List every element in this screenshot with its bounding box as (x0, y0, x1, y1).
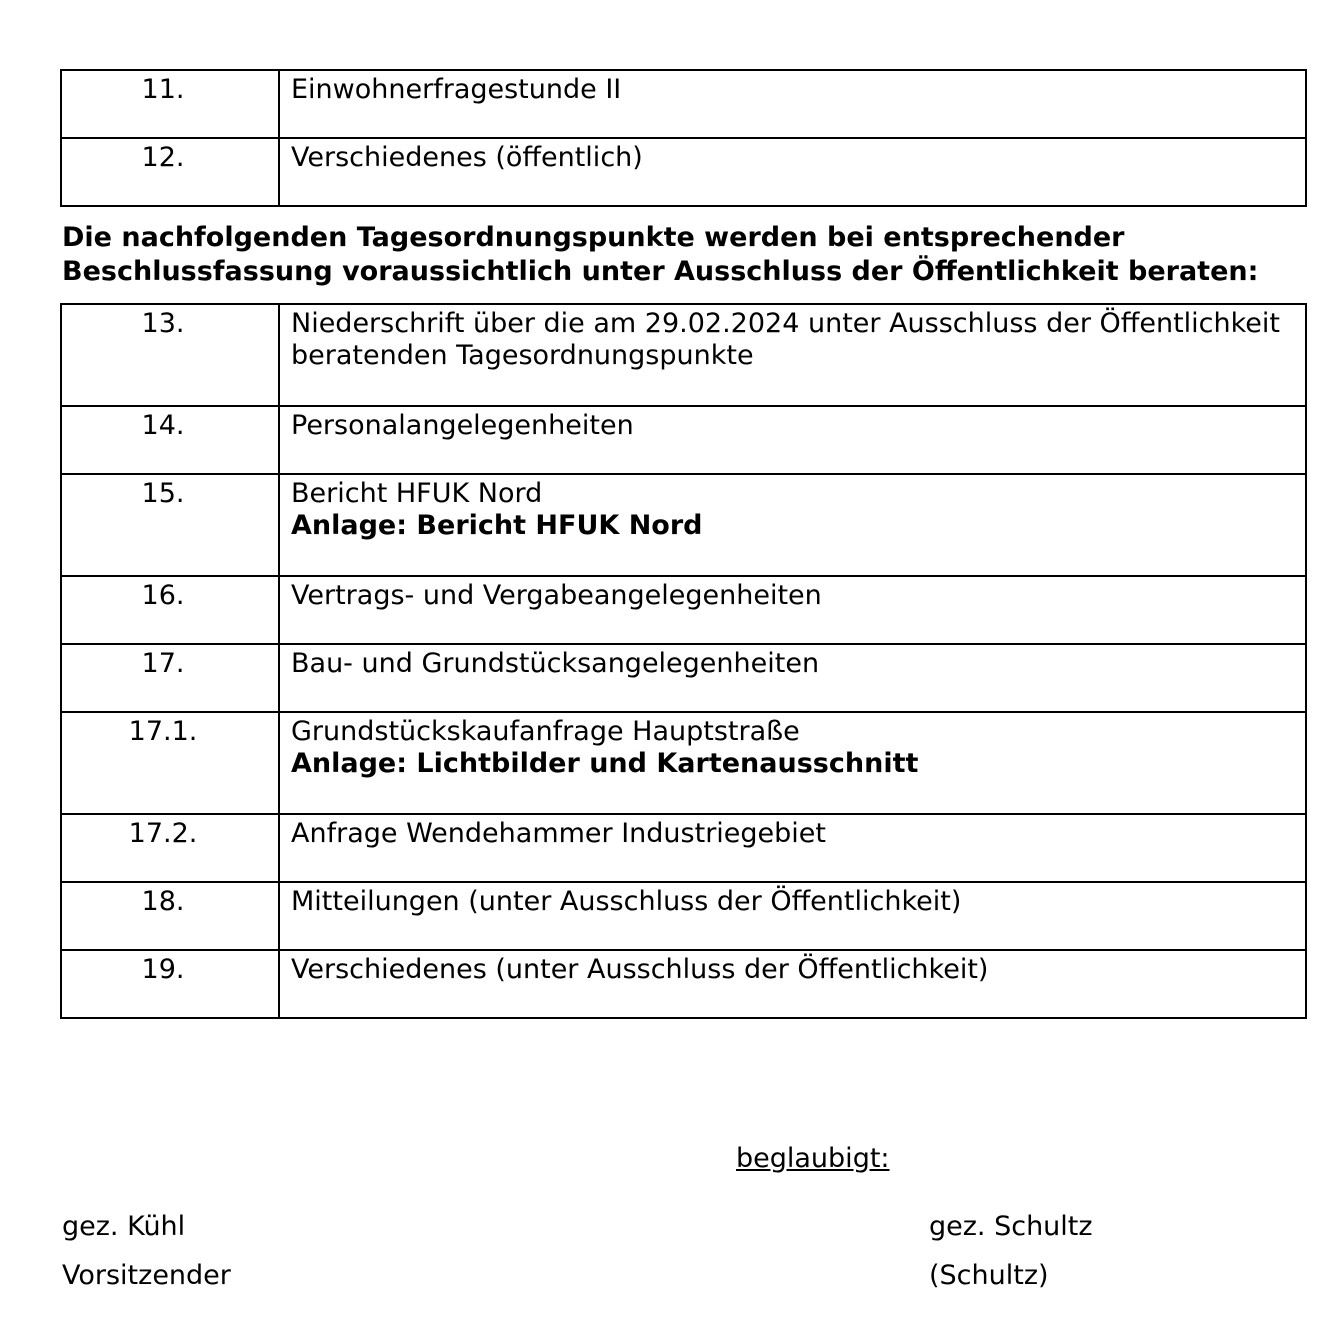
agenda-row (61, 70, 1306, 138)
item-number: 12. (61, 138, 279, 206)
item-number: 17. (61, 644, 279, 712)
item-title: Bericht HFUK Nord (291, 478, 543, 509)
agenda-row (61, 950, 1306, 1018)
item-title: Einwohnerfragestunde II (279, 70, 1306, 138)
agenda-row (61, 576, 1306, 644)
item-number: 11. (61, 70, 279, 138)
item-title: Vertrags- und Vergabeangelegenheiten (279, 576, 1306, 644)
agenda-row (61, 474, 1306, 576)
item-title: Anfrage Wendehammer Industriegebiet (279, 814, 1306, 882)
item-number: 14. (61, 406, 279, 474)
chair-signature: gez. Kühl (62, 1211, 186, 1242)
item-title: Bau- und Grundstücksangelegenheiten (279, 644, 1306, 712)
item-attachment: Anlage: Lichtbilder und Kartenausschnitt (291, 748, 919, 779)
item-title: Mitteilungen (unter Ausschluss der Öffentlichkeit) (279, 882, 1306, 950)
item-number: 19. (61, 950, 279, 1018)
item-cell (279, 474, 1306, 576)
item-title: Verschiedenes (unter Ausschluss der Öffentlichkeit) (279, 950, 1306, 1018)
agenda-row (61, 882, 1306, 950)
chair-role: Vorsitzender (62, 1260, 231, 1291)
item-title: Verschiedenes (öffentlich) (279, 138, 1306, 206)
item-number: 17.1. (61, 712, 279, 814)
item-number: 15. (61, 474, 279, 576)
item-title: Personalangelegenheiten (279, 406, 1306, 474)
agenda-row (61, 138, 1306, 206)
public-agenda-table (60, 69, 1307, 207)
item-number: 16. (61, 576, 279, 644)
certified-label: beglaubigt: (736, 1143, 890, 1174)
item-attachment: Anlage: Bericht HFUK Nord (291, 510, 703, 541)
agenda-row (61, 304, 1306, 406)
agenda-row (61, 814, 1306, 882)
item-number: 18. (61, 882, 279, 950)
agenda-row (61, 644, 1306, 712)
closed-agenda-table (60, 303, 1307, 1019)
item-cell (279, 712, 1306, 814)
item-title: Niederschrift über die am 29.02.2024 unter Ausschluss der Öffentlichkeit beratenden Tagesordnungspunkte (279, 304, 1306, 406)
agenda-row (61, 406, 1306, 474)
certifier-name: (Schultz) (929, 1260, 1049, 1291)
item-number: 13. (61, 304, 279, 406)
closed-session-notice: Die nachfolgenden Tagesordnungspunkte werden bei entsprechender Beschlussfassung voraussichtlich unter Ausschluss der Öffentlichkeit beraten: (62, 222, 1259, 287)
item-title: Grundstückskaufanfrage Hauptstraße (291, 716, 800, 747)
item-number: 17.2. (61, 814, 279, 882)
certifier-signature: gez. Schultz (929, 1211, 1093, 1242)
agenda-row (61, 712, 1306, 814)
